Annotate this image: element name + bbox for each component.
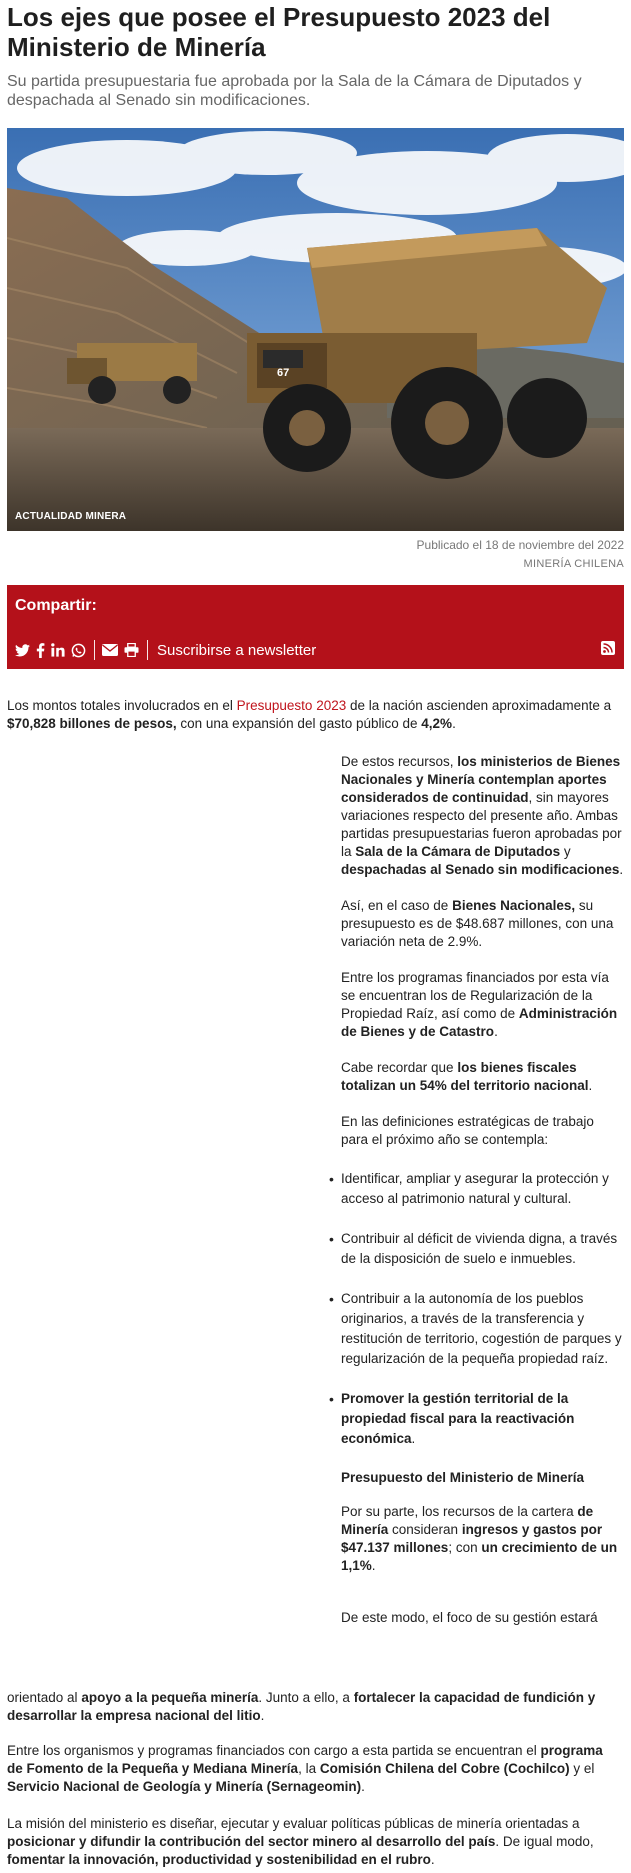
- text: .: [361, 1779, 365, 1794]
- share-separator: [94, 640, 95, 660]
- text: y el: [569, 1761, 595, 1776]
- text-bold: posicionar y difundir la contribución del sector minero al desarrollo del país: [7, 1834, 496, 1849]
- section-heading: Presupuesto del Ministerio de Minería: [341, 1470, 585, 1485]
- paragraph-mision: [7, 1815, 622, 1869]
- text-bold: de Minería: [341, 1504, 594, 1537]
- list-item: [341, 1389, 624, 1449]
- article-title: Los ejes que posee el Presupuesto 2023 del Ministerio de Minería: [7, 2, 551, 62]
- presupuesto-2023-link[interactable]: Presupuesto 2023: [236, 698, 347, 713]
- text: La misión del ministerio es diseñar, ejecutar y evaluar políticas públicas de minería orientadas a: [7, 1816, 580, 1831]
- text: .: [411, 1431, 416, 1446]
- paragraph-organismos: [7, 1742, 622, 1796]
- paragraph-bienes-fiscales: [341, 1059, 624, 1095]
- text: con una expansión del gasto público de: [176, 716, 422, 731]
- text: . Junto a ello, a: [258, 1690, 354, 1705]
- text: Cabe recordar que: [341, 1060, 458, 1075]
- text-bold: apoyo a la pequeña minería: [81, 1690, 259, 1705]
- text: Entre los programas financiados por esta vía se encuentran los de Regularización de la Propiedad Raíz, así como de: [341, 970, 609, 1021]
- newsletter-link[interactable]: Suscribirse a newsletter: [157, 641, 317, 659]
- article-subtitle: Su partida presupuestaria fue aprobada por la Sala de la Cámara de Diputados y despachada al Senado sin modificaciones.: [7, 73, 582, 109]
- paragraph-foco: [7, 1689, 622, 1725]
- text: , la: [298, 1761, 320, 1776]
- whatsapp-icon[interactable]: [71, 643, 86, 658]
- facebook-icon[interactable]: [36, 643, 45, 658]
- text-bold: los ministerios de Bienes Nacionales y Minería contemplan aportes considerados de continuidad: [341, 754, 621, 805]
- text: orientado al: [7, 1690, 82, 1705]
- text-bold: los bienes fiscales totalizan un 54% del territorio nacional: [341, 1060, 589, 1093]
- paragraph-intro: [7, 697, 622, 733]
- text: .: [371, 1558, 376, 1573]
- paragraph-foco-start: De este modo, el foco de su gestión estará: [341, 1610, 598, 1625]
- article-right-column: [341, 753, 624, 1627]
- text-bold: 4,2%: [421, 716, 453, 731]
- text: . De igual modo,: [495, 1834, 594, 1849]
- paragraph-programas: [341, 969, 624, 1041]
- text: Entre los organismos y programas financiados con cargo a esta partida se encuentran el: [7, 1743, 541, 1758]
- text-bold: un crecimiento de un 1,1%: [341, 1540, 618, 1573]
- text: su presupuesto es de $48.687 millones, con una variación neta de 2.9%.: [341, 898, 614, 949]
- text: .: [430, 1852, 435, 1867]
- list-item: • Identificar, ampliar y asegurar la protección y acceso al patrimonio natural y cultural.: [341, 1169, 624, 1209]
- svg-text:67: 67: [277, 367, 290, 379]
- text-bold: Bienes Nacionales,: [452, 898, 576, 913]
- paragraph-recursos: [341, 753, 624, 879]
- text-bold: $70,828 billones de pesos,: [7, 716, 177, 731]
- text: .: [260, 1708, 265, 1723]
- text-bold: programa de Fomento de la Pequeña y Mediana Minería: [7, 1743, 603, 1776]
- publish-date: Publicado el 18 de noviembre del 2022: [416, 538, 624, 552]
- twitter-icon[interactable]: [15, 644, 30, 657]
- text: de la nación ascienden aproximadamente a: [346, 698, 612, 713]
- mining-trucks-photo: [7, 128, 624, 531]
- text: y: [560, 844, 571, 859]
- rss-icon[interactable]: [601, 641, 615, 660]
- list-item: • Contribuir al déficit de vivienda digna, a través de la disposición de suelo e inmuebles.: [341, 1229, 624, 1269]
- share-separator: [147, 640, 148, 660]
- text: .: [494, 1024, 498, 1039]
- text: Por su parte, los recursos de la cartera: [341, 1504, 578, 1519]
- text: ; con: [448, 1540, 482, 1555]
- text-bold: ingresos y gastos por $47.137 millones: [341, 1522, 603, 1555]
- text-bold: fortalecer la capacidad de fundición y desarrollar la empresa nacional del litio: [7, 1690, 596, 1723]
- paragraph-bienes-nacionales: [341, 897, 624, 951]
- strategic-list: [341, 1169, 624, 1449]
- mail-icon[interactable]: [102, 644, 118, 656]
- text: , sin mayores variaciones respecto del presente año. Ambas partidas presupuestarias fueron aprobadas por la: [341, 790, 622, 859]
- text-bold: Sala de la Cámara de Diputados: [355, 844, 561, 859]
- text: .: [452, 716, 456, 731]
- text-bold: fomentar la innovación, productividad y sostenibilidad en el rubro: [7, 1852, 431, 1867]
- linkedin-icon[interactable]: [51, 643, 65, 657]
- share-bar: [7, 585, 624, 669]
- text-bold: despachadas al Senado sin modificaciones: [341, 862, 620, 877]
- article-source: MINERÍA CHILENA: [523, 558, 624, 570]
- list-item: • Contribuir a la autonomía de los pueblos originarios, a través de la transferencia y restitución de territorio, cogestión de parques y regularización de la pequeña propiedad raíz.: [341, 1289, 624, 1369]
- share-label: Compartir:: [15, 597, 97, 614]
- text-bold: Comisión Chilena del Cobre (Cochilco): [319, 1761, 570, 1776]
- text-bold: Administración de Bienes y de Catastro: [341, 1006, 618, 1039]
- share-icons: [15, 639, 316, 661]
- text: .: [619, 862, 624, 877]
- image-caption: ACTUALIDAD MINERA: [15, 511, 127, 522]
- text: consideran: [388, 1522, 462, 1537]
- text: .: [588, 1078, 593, 1093]
- paragraph-definiciones: En las definiciones estratégicas de trabajo para el próximo año se contempla:: [341, 1114, 594, 1147]
- text-bold: Servicio Nacional de Geología y Minería (Sernageomin): [7, 1779, 362, 1794]
- paragraph-mineria: [341, 1503, 624, 1575]
- hero-image[interactable]: [7, 128, 624, 531]
- text: Así, en el caso de: [341, 898, 453, 913]
- text-bold: Promover la gestión territorial de la propiedad fiscal para la reactivación económica: [341, 1391, 575, 1446]
- text: De estos recursos,: [341, 754, 458, 769]
- print-icon[interactable]: [124, 643, 139, 657]
- text: Los montos totales involucrados en el: [7, 698, 237, 713]
